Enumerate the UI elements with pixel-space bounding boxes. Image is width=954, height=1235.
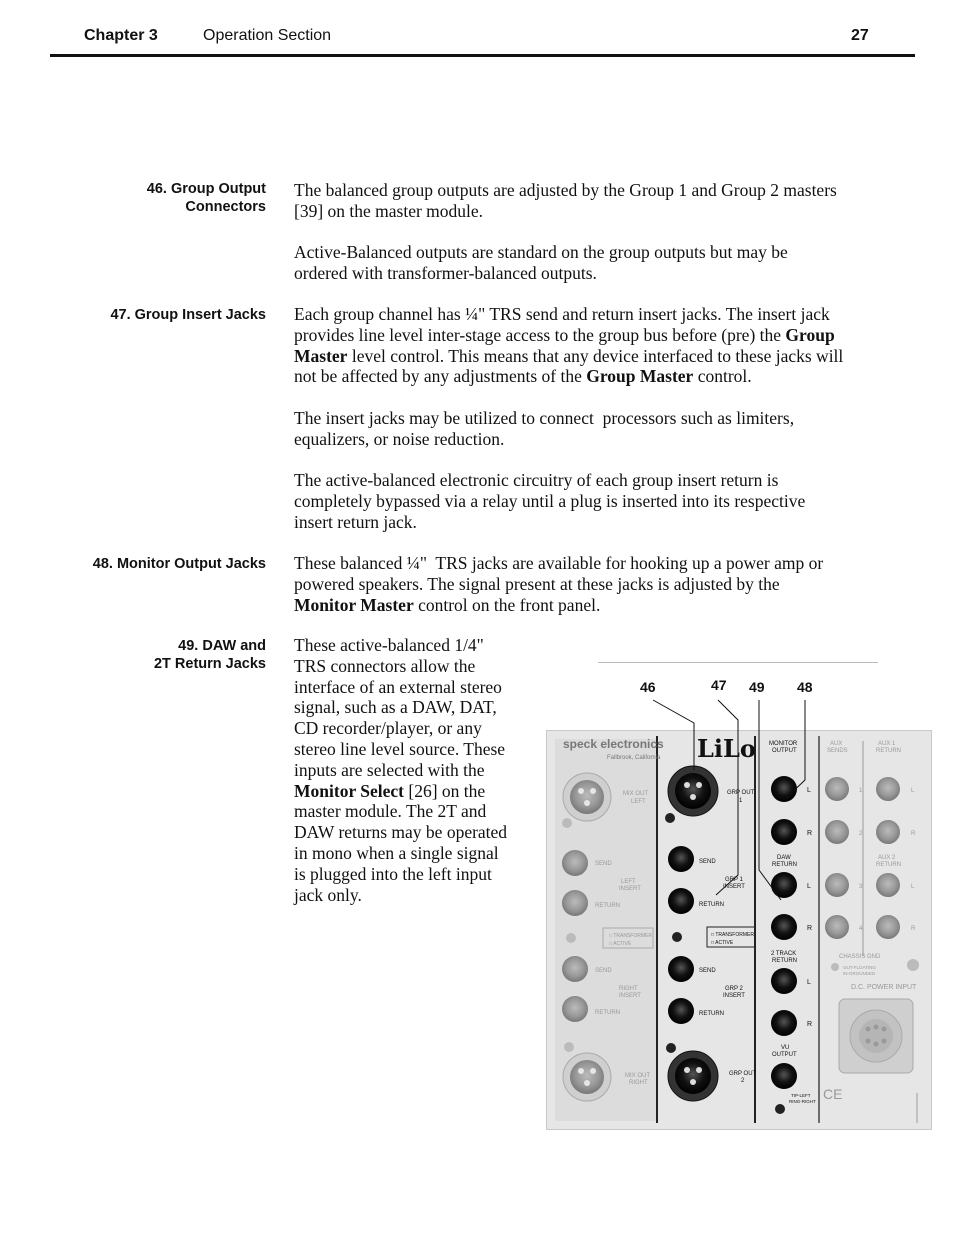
chapter-label: Chapter 3 (84, 27, 158, 44)
svg-text:OUTPUT: OUTPUT (772, 748, 797, 754)
svg-text:D.C. POWER INPUT: D.C. POWER INPUT (851, 984, 917, 991)
svg-text:IN-GROUNDED: IN-GROUNDED (843, 971, 876, 976)
svg-text:LEFT: LEFT (631, 799, 646, 805)
svg-text:GRP 1: GRP 1 (725, 877, 743, 883)
svg-text:□ ACTIVE: □ ACTIVE (711, 940, 734, 946)
model-name: LiLo (697, 734, 756, 763)
svg-text:R: R (807, 1021, 813, 1028)
svg-text:RETURN: RETURN (699, 1011, 724, 1017)
svg-text:CE: CE (823, 1086, 843, 1102)
svg-text:VU: VU (781, 1045, 790, 1051)
svg-text:SENDS: SENDS (827, 748, 848, 754)
svg-text:RETURN: RETURN (595, 1010, 620, 1016)
svg-text:R: R (911, 926, 916, 932)
xlr-grp-out-2 (668, 1051, 718, 1101)
svg-text:L: L (911, 788, 915, 794)
svg-text:L: L (807, 787, 811, 794)
svg-text:MIX OUT: MIX OUT (625, 1073, 650, 1079)
figure-rule (598, 662, 878, 663)
svg-text:LEFT: LEFT (621, 879, 636, 885)
callout-47: 47 (711, 677, 727, 693)
jack-vu-output (771, 1063, 797, 1089)
svg-text:L: L (911, 884, 915, 890)
svg-text:GRP 2: GRP 2 (725, 986, 743, 992)
svg-text:2: 2 (859, 831, 863, 837)
svg-text:OUT-FLOATING: OUT-FLOATING (843, 965, 876, 970)
svg-text:INSERT: INSERT (619, 993, 641, 999)
paragraph-47-2: The insert jacks may be utilized to connect processors such as limiters, equalizers, or noise reduction. (294, 408, 795, 449)
svg-text:□ TRANSFORMER: □ TRANSFORMER (609, 933, 652, 939)
jack-daw-r (771, 914, 797, 940)
svg-text:1: 1 (859, 788, 863, 794)
heading-47: 47. Group Insert Jacks (110, 307, 266, 323)
svg-text:RETURN: RETURN (876, 862, 901, 868)
svg-text:RIGHT: RIGHT (619, 986, 638, 992)
jack-grp2-return (668, 998, 694, 1024)
paragraph-47-3: The active-balanced electronic circuitry of each group insert return is completely bypassed via a relay until a plug is inserted into its respective insert return jack. (294, 470, 806, 532)
heading-46: 46. Group Output Connectors (146, 181, 266, 215)
svg-text:R: R (807, 830, 813, 837)
svg-text:RETURN: RETURN (772, 958, 797, 964)
svg-text:2: 2 (741, 1078, 745, 1084)
paragraph-46-1: The balanced group outputs are adjusted by the Group 1 and Group 2 masters [39] on the master module. (294, 180, 837, 221)
svg-text:RETURN: RETURN (595, 903, 620, 909)
jack-grp2-send (668, 956, 694, 982)
svg-text:3: 3 (859, 884, 863, 890)
svg-text:L: L (807, 883, 811, 890)
jack-2t-l (771, 968, 797, 994)
callout-48: 48 (797, 679, 813, 695)
svg-text:CHASSIS GND: CHASSIS GND (839, 954, 881, 960)
svg-text:RING-RIGHT: RING-RIGHT (789, 1099, 816, 1104)
svg-text:AUX 2: AUX 2 (878, 855, 896, 861)
svg-text:TIP-LEFT: TIP-LEFT (791, 1093, 811, 1098)
svg-text:SEND: SEND (595, 861, 612, 867)
brand-location: Fallbrook, California (607, 755, 661, 761)
svg-text:OUTPUT: OUTPUT (772, 1052, 797, 1058)
jack-2t-r (771, 1010, 797, 1036)
svg-text:□ TRANSFORMER: □ TRANSFORMER (711, 932, 754, 938)
svg-text:SEND: SEND (699, 859, 716, 865)
paragraph-47-1: Each group channel has ¼" TRS send and return insert jacks. The insert jack provides line level inter-stage access to the group bus before (pre) the Group Master level control. This means that any device interfaced to these jacks will not be affected by any adjustments of the Group Master control. (294, 304, 844, 387)
svg-text:RETURN: RETURN (772, 862, 797, 868)
svg-text:R: R (807, 925, 813, 932)
paragraph-49: These active-balanced 1/4" TRS connectors allow the interface of an external stereo signal, such as a DAW, DAT, CD recorder/player, or any stereo line level source. These inputs are selected with the Monitor Select [26] on the master module. The 2T and DAW returns may be operated in mono when a single signal is plugged into the left input jack only. (294, 635, 508, 905)
dc-power-connector (839, 999, 913, 1073)
page-number: 27 (851, 27, 869, 44)
heading-49: 49. DAW and 2T Return Jacks (153, 638, 266, 672)
jack-right-send (562, 956, 588, 982)
svg-text:GRP OUT: GRP OUT (727, 790, 755, 796)
svg-text:1: 1 (739, 798, 743, 804)
svg-text:□ ACTIVE: □ ACTIVE (609, 941, 632, 947)
svg-text:4: 4 (859, 926, 863, 932)
svg-text:2 TRACK: 2 TRACK (771, 951, 797, 957)
svg-text:AUX 1: AUX 1 (878, 741, 896, 747)
svg-text:DAW: DAW (777, 855, 791, 861)
callout-46: 46 (640, 679, 656, 695)
svg-text:GRP OUT: GRP OUT (729, 1071, 757, 1077)
svg-text:SEND: SEND (699, 968, 716, 974)
jack-right-return (562, 996, 588, 1022)
mix-out-left-label: MIX OUT (623, 791, 648, 797)
svg-text:L: L (807, 979, 811, 986)
heading-48: 48. Monitor Output Jacks (92, 556, 266, 572)
svg-text:INSERT: INSERT (723, 884, 745, 890)
svg-text:R: R (911, 831, 916, 837)
callout-49: 49 (749, 679, 765, 695)
brand-text: speck electronics (563, 737, 664, 751)
svg-text:AUX: AUX (830, 741, 843, 747)
paragraph-48: These balanced ¼" TRS jacks are available for hooking up a power amp or powered speakers. The signal present at these jacks is adjusted by the Monitor Master control on the front panel. (294, 553, 824, 615)
section-title: Operation Section (203, 27, 332, 44)
svg-text:RETURN: RETURN (699, 902, 724, 908)
svg-text:MONITOR: MONITOR (769, 741, 798, 747)
svg-text:INSERT: INSERT (619, 886, 641, 892)
paragraph-46-2: Active-Balanced outputs are standard on the group outputs but may be ordered with transformer-balanced outputs. (294, 242, 788, 283)
svg-text:SEND: SEND (595, 968, 612, 974)
svg-text:RIGHT: RIGHT (629, 1080, 648, 1086)
callout-leader-lines (546, 690, 936, 910)
svg-text:INSERT: INSERT (723, 993, 745, 999)
svg-text:RETURN: RETURN (876, 748, 901, 754)
xlr-mix-out-right (563, 1053, 611, 1101)
header-rule (50, 54, 915, 57)
